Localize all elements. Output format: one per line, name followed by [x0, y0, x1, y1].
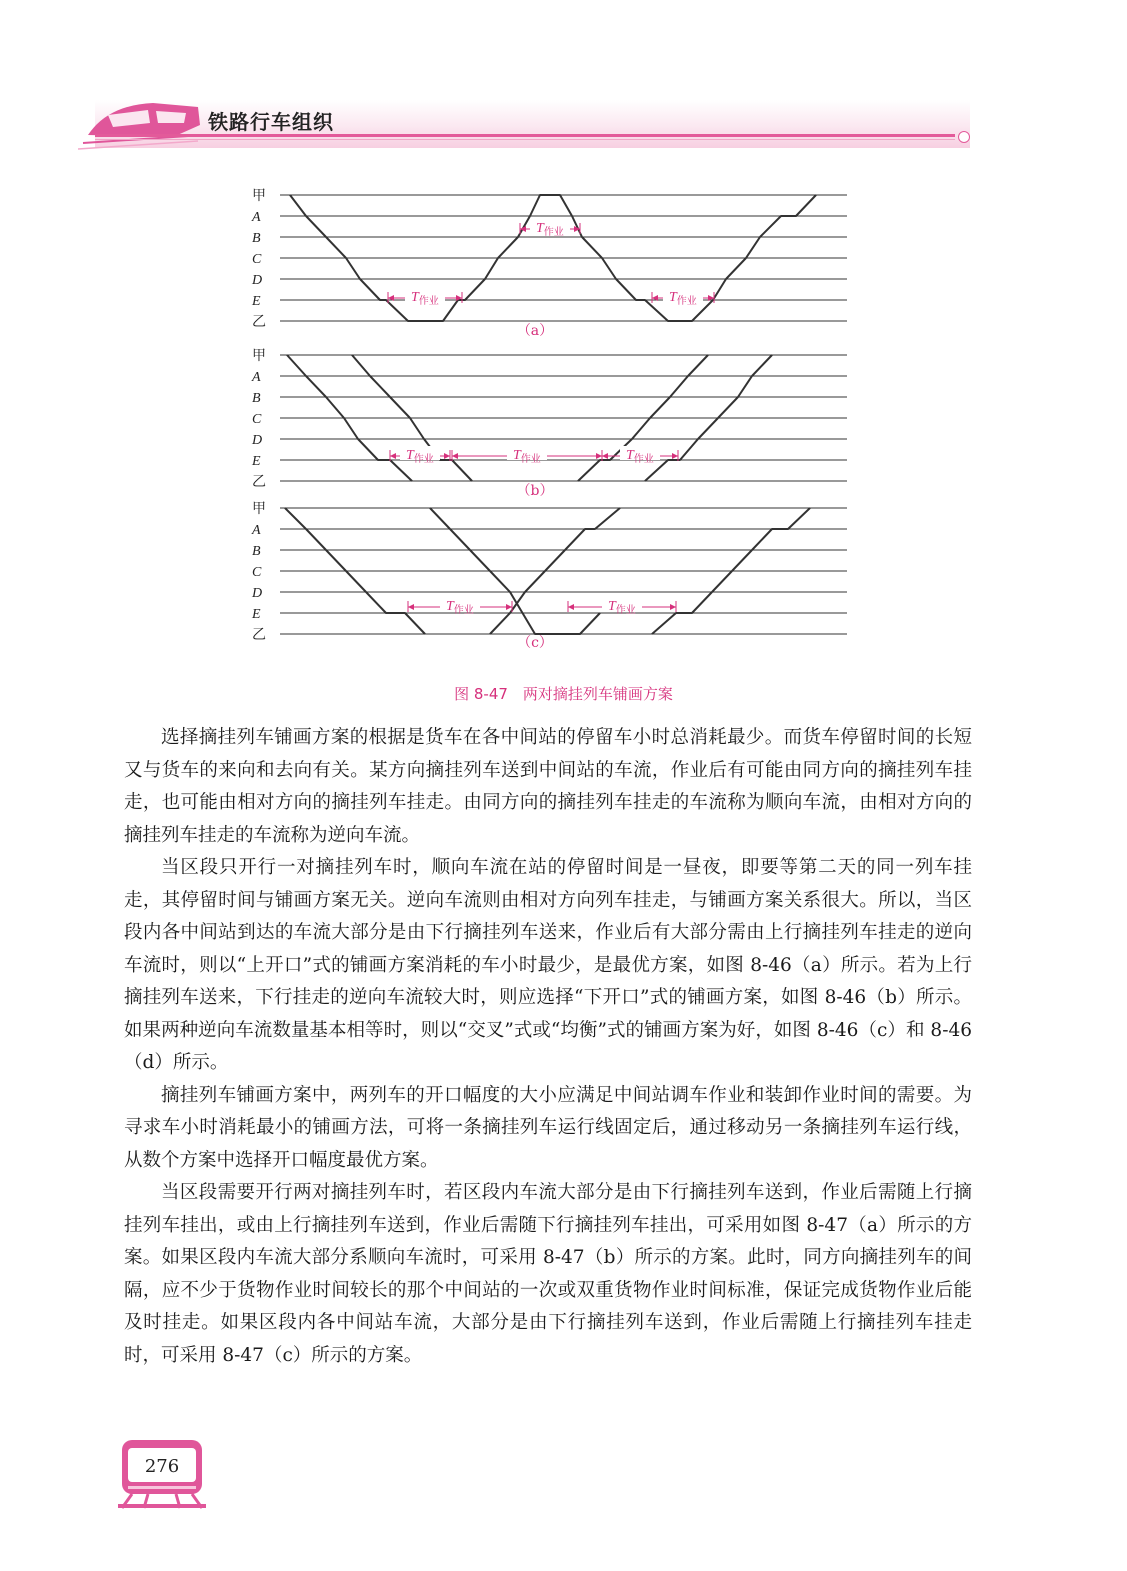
station-label: D	[252, 273, 263, 288]
t-work-label: $T_{作业}$	[446, 599, 474, 616]
subfigure-label: （b）	[516, 483, 554, 499]
arrow-head-icon	[568, 604, 574, 610]
station-label: 甲	[252, 349, 266, 364]
t-work-label: $T_{作业}$	[608, 599, 636, 616]
arrow-head-icon	[602, 453, 608, 459]
figure-caption: 图 8-47 两对摘挂列车铺画方案	[454, 685, 673, 703]
header-rule-thin	[95, 139, 955, 140]
train-diagram-figure	[240, 180, 860, 660]
station-label: C	[252, 565, 262, 580]
arrow-head-icon	[452, 453, 458, 459]
paragraph: 选择摘挂列车铺画方案的根据是货车在各中间站的停留车小时总消耗最少。而货车停留时间的长短又与货车的来向和去向有关。某方向摘挂列车送到中间站的车流，作业后有可能由同方向的摘挂列车挂走，也可能由相对方向的摘挂列车挂走。由同方向的摘挂列车挂走的车流称为顺向车流，由相对方向的摘挂列车挂走的车流称为逆向车流。	[124, 727, 972, 846]
station-label: B	[252, 231, 261, 246]
station-label: D	[252, 586, 263, 601]
page-number: 276	[144, 1456, 180, 1477]
station-label: E	[252, 454, 261, 469]
t-work-label: $T_{作业}$	[669, 290, 697, 307]
station-label: C	[252, 412, 262, 427]
station-label: D	[252, 433, 263, 448]
arrow-head-icon	[506, 604, 512, 610]
arrow-head-icon	[670, 604, 676, 610]
station-label: C	[252, 252, 262, 267]
header-title: 铁路行车组织	[208, 110, 334, 134]
header-ornament-icon	[958, 131, 970, 143]
t-work-label: $T_{作业}$	[513, 448, 541, 465]
paragraph: 当区段只开行一对摘挂列车时，顺向车流在站的停留时间是一昼夜，即要等第二天的同一列车挂走，其停留时间与铺画方案无关。逆向车流则由相对方向列车挂走，与铺画方案关系很大。所以，当区段内各中间站到达的车流大部分是由下行摘挂列车送来，作业后有大部分需由上行摘挂列车挂走的逆向车流时，则以“上开口”式的铺画方案消耗的车小时最少，是最优方案，如图 8-46（a）所示。若为上行摘挂列车送来，下行挂走的逆向车流较大时，则应选择“下开口”式的铺画方案，如图 8-46（b）所示。如果两种逆向车流数量基本相等时，则以“交叉”式或“均衡”式的铺画方案为好，如图 8-46（c）和 8-46（d）所示。	[124, 857, 972, 1073]
station-label: E	[252, 294, 261, 309]
arrow-head-icon	[408, 604, 414, 610]
station-label: 乙	[252, 315, 266, 330]
t-work-label: $T_{作业}$	[626, 448, 654, 465]
body-text	[124, 722, 972, 1372]
station-label: A	[252, 210, 261, 225]
station-label: 乙	[252, 628, 266, 643]
arrow-head-icon	[444, 453, 450, 459]
arrow-head-icon	[596, 453, 602, 459]
station-label: 甲	[252, 189, 266, 204]
t-work-label: $T_{作业}$	[536, 221, 564, 238]
header-rule	[95, 134, 955, 137]
arrow-head-icon	[672, 453, 678, 459]
station-label: B	[252, 544, 261, 559]
subfigure-label: （a）	[516, 323, 554, 339]
station-label: A	[252, 523, 261, 538]
arrow-head-icon	[390, 453, 396, 459]
paragraph: 当区段需要开行两对摘挂列车时，若区段内车流大部分是由下行摘挂列车送到，作业后需随上行摘挂列车挂出，或由上行摘挂列车送到，作业后需随下行摘挂列车挂出，可采用如图 8-47（a）所示的方案。如果区段内车流大部分系顺向车流时，可采用 8-47（b）所示的方案。此时，同方向摘挂列车的间隔，应不少于货物作业时间较长的那个中间站的一次或双重货物作业时间标准，保证完成货物作业后能及时挂走。如果区段内各中间站车流，大部分是由下行摘挂列车送到，作业后需随上行摘挂列车挂走时，可采用 8-47（c）所示的方案。	[124, 1182, 972, 1366]
station-label: A	[252, 370, 261, 385]
subfigure-label: （c）	[517, 635, 553, 651]
train-logo-icon	[78, 95, 208, 155]
station-label: E	[252, 607, 261, 622]
paragraph: 摘挂列车铺画方案中，两列车的开口幅度的大小应满足中间站调车作业和装卸作业时间的需要。为寻求车小时消耗最小的铺画方法，可将一条摘挂列车运行线固定后，通过移动另一条摘挂列车运行线，从数个方案中选择开口幅度最优方案。	[124, 1084, 972, 1171]
t-work-label: $T_{作业}$	[406, 448, 434, 465]
station-label: 乙	[252, 475, 266, 490]
station-label: 甲	[252, 502, 266, 517]
t-work-label: $T_{作业}$	[411, 290, 439, 307]
station-label: B	[252, 391, 261, 406]
